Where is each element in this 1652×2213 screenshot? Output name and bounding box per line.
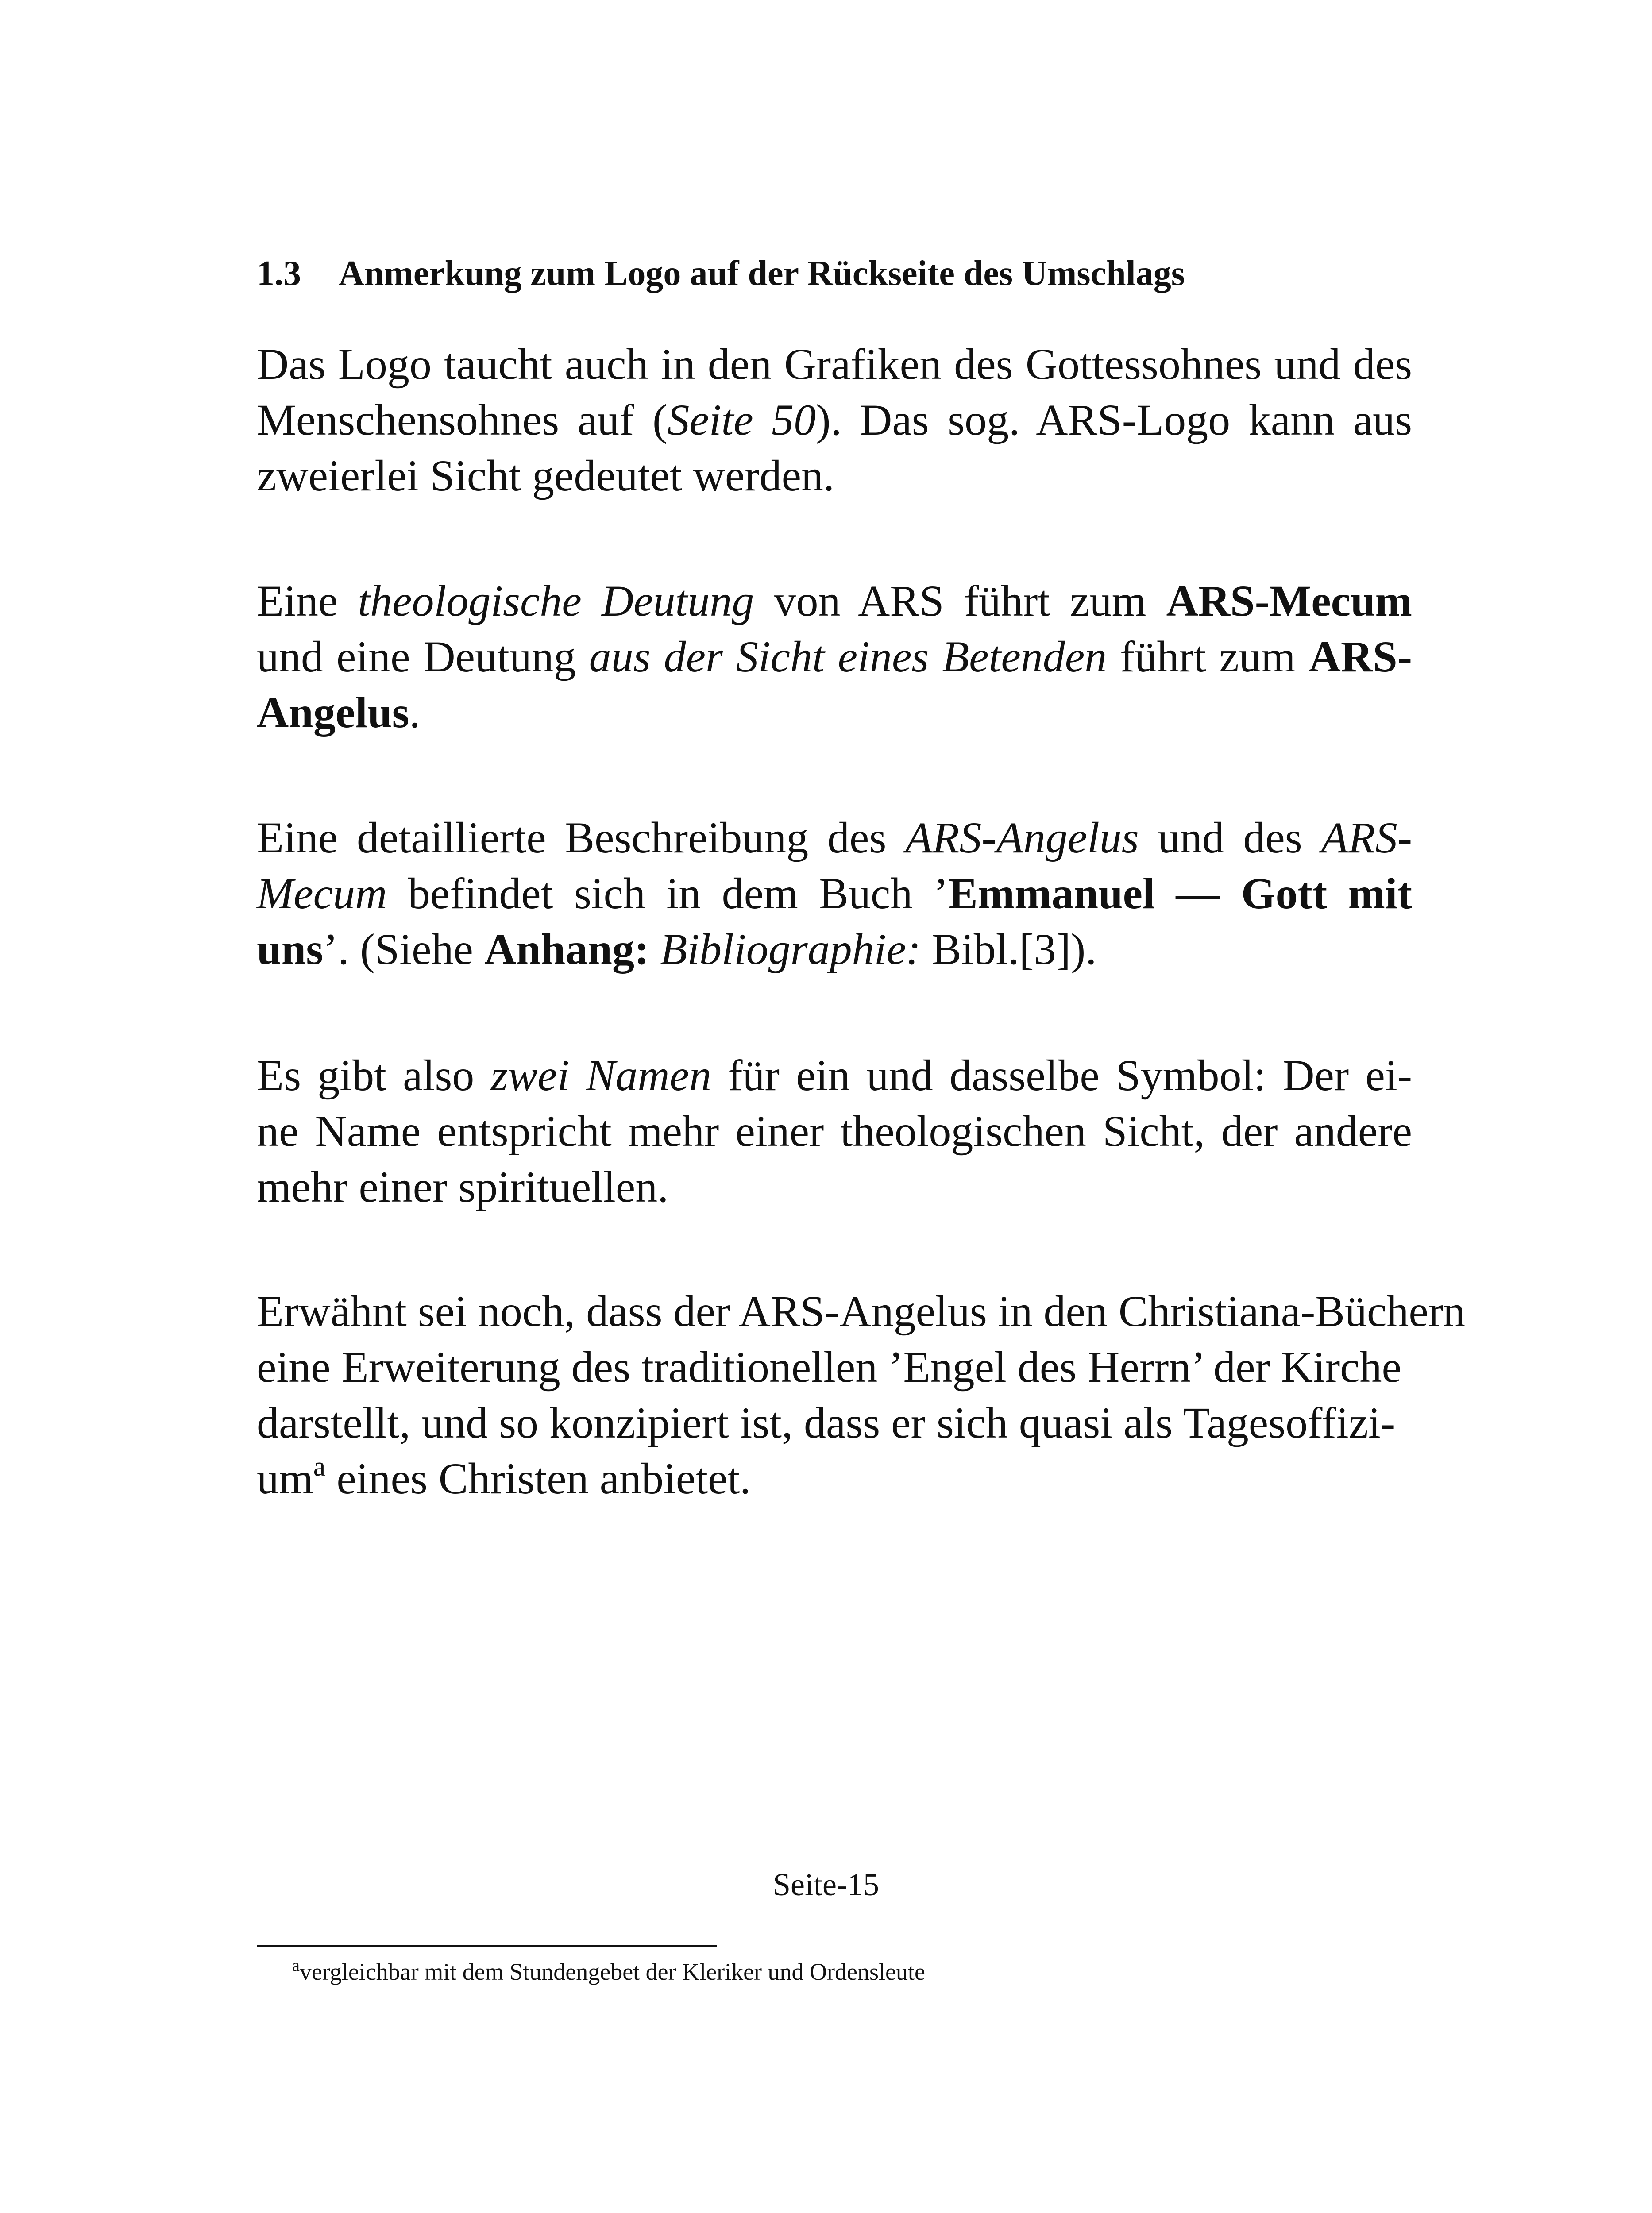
text-line: darstellt, und so konzipiert ist, dass er sich quasi als Tagesoffizi-	[257, 1398, 1396, 1447]
text-line: mehr einer spirituellen.	[257, 1162, 669, 1211]
text-line	[257, 392, 1412, 448]
text-run: Eine	[257, 576, 358, 625]
text-line: Erwähnt sei noch, dass der ARS-Angelus in den Christiana-Büchern	[257, 1287, 1466, 1336]
emphasis-text: aus der Sicht eines Betenden	[589, 632, 1107, 681]
bold-term: Anhang:	[484, 925, 649, 974]
footnote	[292, 1956, 925, 1987]
emphasis-text: ARS-	[1321, 813, 1412, 862]
text-run: .	[409, 688, 421, 737]
text-line	[257, 573, 1412, 629]
text-run: ). Das sog. ARS-Logo kann aus	[816, 395, 1412, 444]
text-run	[649, 925, 660, 974]
text-line	[257, 921, 1412, 977]
text-run: für ein und dasselbe Symbol: Der ei-	[711, 1051, 1413, 1100]
text-line: eine Erweiterung des traditionellen ’Engel des Herrn’ der Kirche	[257, 1342, 1401, 1392]
text-line: ne Name entspricht mehr einer theologischen Sicht, der andere	[257, 1106, 1412, 1156]
text-line: zweierlei Sicht gedeutet werden.	[257, 451, 834, 500]
emphasis-text: Mecum	[257, 869, 387, 918]
text-run: befindet sich in dem Buch ’	[387, 869, 949, 918]
bold-term: ARS-Mecum	[1166, 576, 1412, 625]
emphasis-text: theologische Deutung	[358, 576, 754, 625]
bold-term: Angelus	[257, 688, 409, 737]
text-line	[257, 629, 1412, 685]
paragraph-interpretations	[257, 573, 1412, 740]
text-line	[257, 1048, 1412, 1103]
emphasis-text: zwei Namen	[490, 1051, 711, 1100]
text-run: um	[257, 1454, 313, 1503]
text-line	[257, 1451, 1478, 1507]
paragraph-two-names	[257, 1048, 1412, 1215]
paragraph-ars-angelus	[257, 1284, 1478, 1507]
paragraph-logo-intro	[257, 336, 1412, 504]
emphasis-text: Bibliographie:	[660, 925, 921, 974]
text-run: Menschensohnes auf (	[257, 395, 668, 444]
text-line	[257, 866, 1412, 921]
text-run: von ARS führt zum	[754, 576, 1166, 625]
text-run: Bibl.[3]).	[921, 925, 1097, 974]
text-run: führt zum	[1107, 632, 1309, 681]
paragraph-description-reference	[257, 810, 1412, 977]
page-reference: Seite 50	[667, 395, 816, 444]
book-title: Emmanuel — Gott mit	[948, 869, 1412, 918]
book-title: uns	[257, 925, 324, 974]
emphasis-text: ARS-Angelus	[905, 813, 1139, 862]
section-title: Anmerkung zum Logo auf der Rückseite des Umschlags	[339, 254, 1185, 293]
footnote-marker: a	[313, 1452, 326, 1482]
text-run: und eine Deutung	[257, 632, 589, 681]
text-line: Das Logo taucht auch in den Grafiken des Gottessohnes und des	[257, 339, 1412, 389]
text-run: ’. (Siehe	[323, 925, 484, 974]
text-run: eines Christen anbietet.	[325, 1454, 751, 1503]
page-number: Seite-15	[773, 1867, 879, 1902]
footnote-mark: a	[292, 1956, 300, 1975]
footnote-divider	[257, 1945, 717, 1947]
text-run: Es gibt also	[257, 1051, 491, 1100]
footnote-text: vergleichbar mit dem Stundengebet der Kleriker und Ordensleute	[299, 1959, 925, 1985]
text-run: Eine detaillierte Beschreibung des	[257, 813, 906, 862]
section-heading	[257, 252, 1185, 295]
bold-term: ARS-	[1308, 632, 1412, 681]
text-run: und des	[1139, 813, 1321, 862]
text-line	[257, 810, 1412, 866]
text-line	[257, 685, 1412, 740]
section-number: 1.3	[257, 254, 301, 293]
